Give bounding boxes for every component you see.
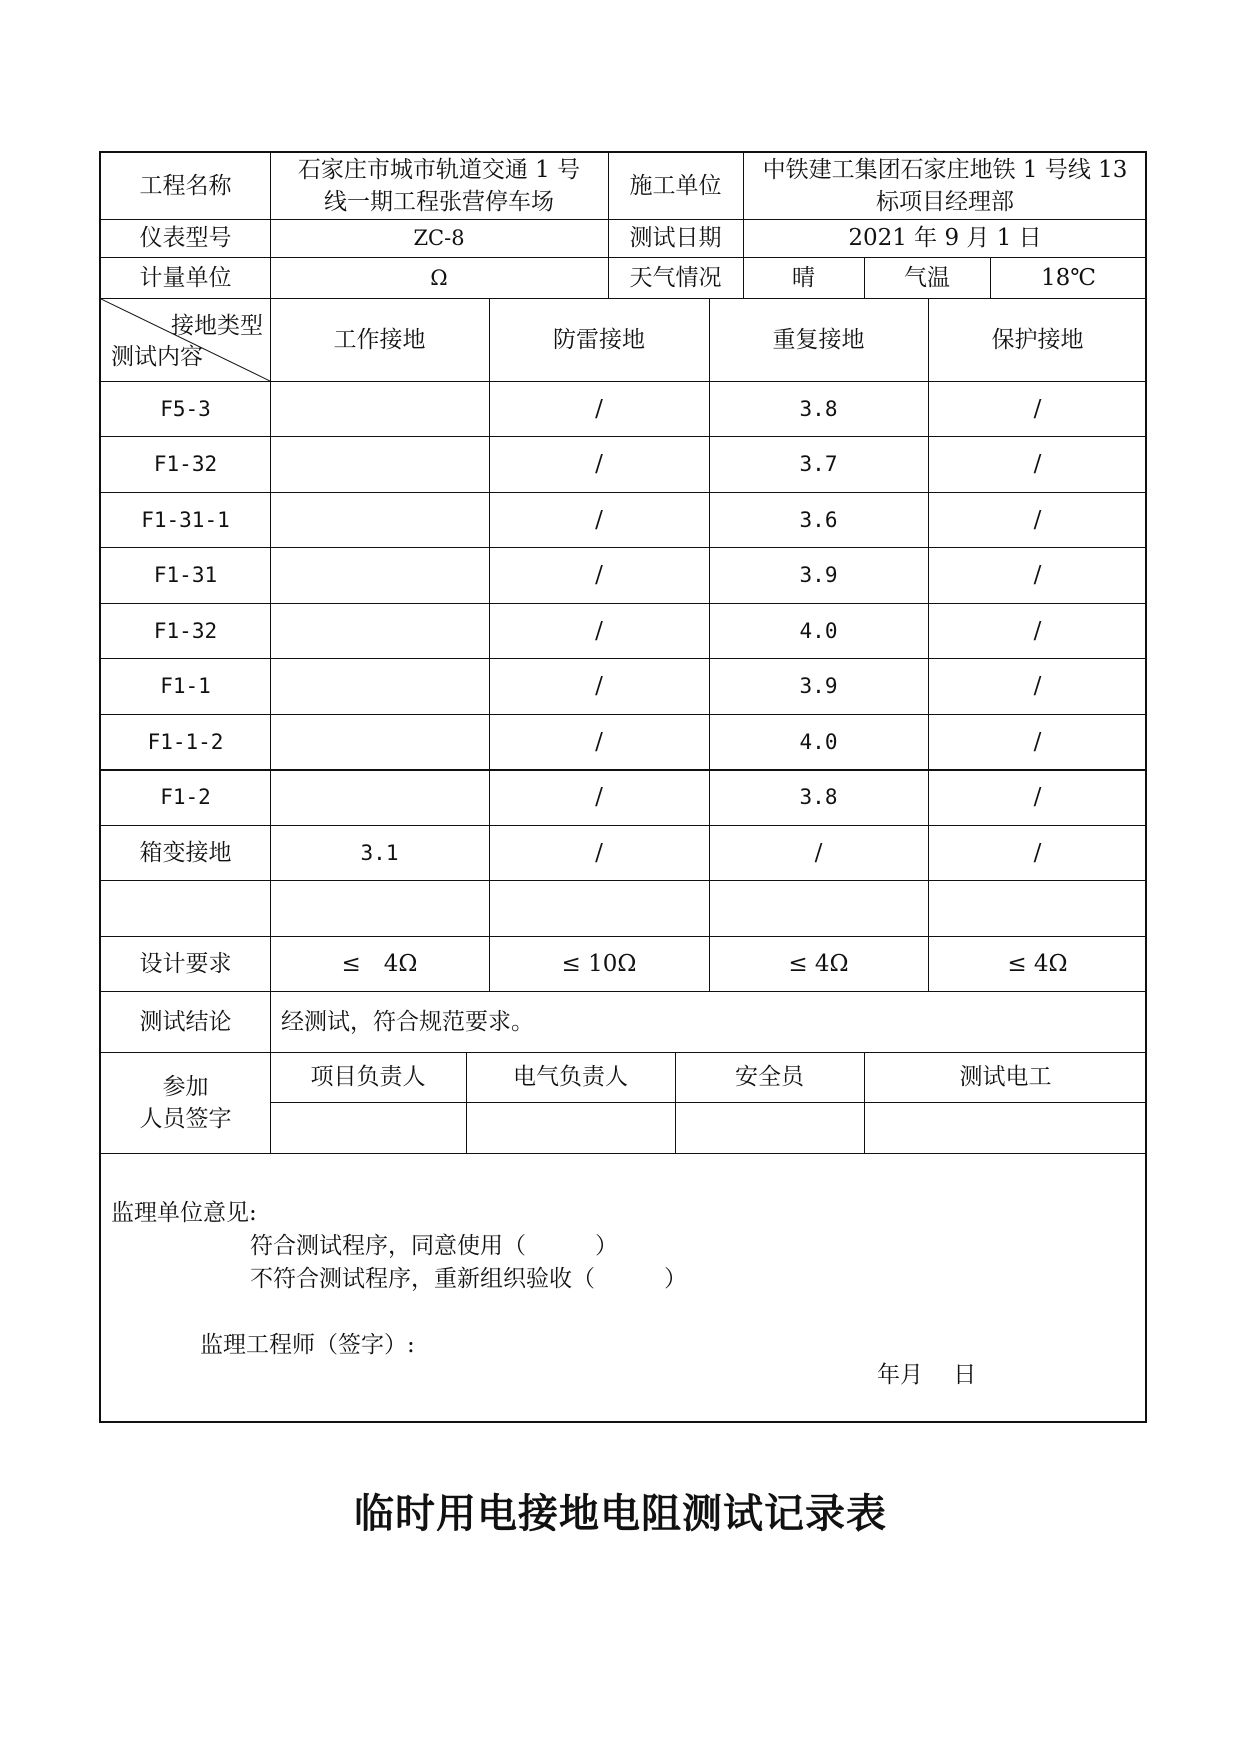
row-value-repeated: 3.8 <box>799 396 838 421</box>
signature-field-electrical-lead[interactable] <box>466 1102 675 1153</box>
row-value-repeated: 3.9 <box>799 563 838 587</box>
test-date-label: 测试日期 <box>629 225 722 251</box>
row-value-protective: / <box>1033 673 1042 699</box>
unit-label: 计量单位 <box>139 264 232 291</box>
row-value-protective: / <box>1033 617 1042 644</box>
design-requirement-protective: ≤ 4Ω <box>1007 950 1068 977</box>
temperature-label: 气温 <box>904 264 950 291</box>
row-value-protective: / <box>1033 451 1042 477</box>
row-value-protective: / <box>1033 839 1042 866</box>
row-label: 箱变接地 <box>139 839 232 866</box>
row-value-working <box>270 436 489 492</box>
row-value-repeated <box>709 880 928 936</box>
row-value-protective: / <box>1033 562 1042 588</box>
test-date-value: 2021 年 9 月 1 日 <box>848 225 1042 251</box>
row-value-lightning: / <box>595 728 603 755</box>
signature-field-safety-officer[interactable] <box>675 1102 864 1153</box>
column-header-protective: 保护接地 <box>991 326 1084 353</box>
row-value-protective: / <box>1033 728 1042 755</box>
temperature-value: 18℃ <box>1041 264 1096 291</box>
conclusion-label: 测试结论 <box>139 1008 232 1035</box>
signature-field-test-electrician[interactable] <box>864 1102 1147 1153</box>
row-value-working <box>270 658 489 714</box>
signature-field-project-lead[interactable] <box>270 1102 466 1153</box>
project-name-line2: 线一期工程张营停车场 <box>324 189 554 215</box>
row-value-working <box>270 381 489 436</box>
signatures-label-line1: 参加 <box>162 1073 209 1100</box>
row-value-lightning: / <box>595 395 603 422</box>
row-value-working <box>270 880 489 936</box>
row-value-repeated: 3.9 <box>799 674 838 698</box>
instrument-value: ZC-8 <box>413 226 465 250</box>
row-value-repeated: 3.6 <box>799 507 838 532</box>
column-header-repeated: 重复接地 <box>772 326 865 353</box>
row-value-protective <box>928 880 1147 936</box>
conclusion-text: 经测试，符合规范要求。 <box>281 1008 534 1035</box>
row-divider <box>101 1153 1147 1154</box>
design-requirement-label: 设计要求 <box>139 950 232 977</box>
row-value-working <box>270 714 489 769</box>
supervision-engineer-signature: 监理工程师（签字）: <box>200 1332 415 1358</box>
signature-role-project-lead: 项目负责人 <box>310 1064 426 1090</box>
design-requirement-lightning: ≤ 10Ω <box>561 950 637 977</box>
row-label: F1-2 <box>160 785 211 809</box>
design-requirement-working: ≤ 4Ω <box>341 950 418 977</box>
project-name-label: 工程名称 <box>139 173 232 199</box>
row-value-lightning: / <box>595 562 603 588</box>
row-label: F1-31 <box>153 563 218 587</box>
row-value-repeated: 3.7 <box>799 452 838 476</box>
column-header-working: 工作接地 <box>333 326 426 353</box>
row-value-lightning: / <box>595 451 603 477</box>
row-label <box>101 880 270 936</box>
signatures-label <box>101 1052 270 1153</box>
row-value-lightning: / <box>595 673 603 699</box>
instrument-label: 仪表型号 <box>139 225 232 251</box>
row-value-lightning: / <box>595 784 603 810</box>
signatures-label-line2: 人员签字 <box>139 1105 232 1132</box>
row-label: F1-31-1 <box>141 507 230 532</box>
row-value-working: 3.1 <box>360 840 399 865</box>
project-name-value <box>270 153 608 219</box>
supervision-date: 年月 日 <box>877 1362 977 1388</box>
row-value-working <box>270 492 489 547</box>
row-value-protective: / <box>1033 506 1042 533</box>
corner-top-label: 接地类型 <box>171 313 263 339</box>
row-value-lightning: / <box>595 839 603 866</box>
weather-value: 晴 <box>792 264 815 291</box>
contractor-line2: 标项目经理部 <box>876 189 1014 215</box>
signature-role-safety-officer: 安全员 <box>735 1064 804 1090</box>
project-name-line1: 石家庄市城市轨道交通 1 号 <box>297 157 581 183</box>
row-value-repeated: / <box>814 839 823 866</box>
row-value-working <box>270 769 489 825</box>
row-value-protective: / <box>1033 784 1042 810</box>
row-label: F1-32 <box>153 452 218 476</box>
signature-role-test-electrician: 测试电工 <box>959 1064 1052 1090</box>
row-value-repeated: 4.0 <box>799 729 838 754</box>
weather-label: 天气情况 <box>629 264 722 291</box>
row-label: F5-3 <box>160 396 211 421</box>
contractor-value <box>743 153 1147 219</box>
contractor-label: 施工单位 <box>629 173 722 199</box>
page-title: 临时用电接地电阻测试记录表 <box>354 1491 887 1537</box>
contractor-line1: 中铁建工集团石家庄地铁 1 号线 13 <box>762 157 1128 183</box>
row-value-working <box>270 603 489 658</box>
unit-value: Ω <box>430 265 448 290</box>
row-label: F1-32 <box>153 618 218 643</box>
signature-role-electrical-lead: 电气负责人 <box>513 1064 628 1090</box>
row-label: F1-1-2 <box>147 729 224 754</box>
design-requirement-repeated: ≤ 4Ω <box>788 950 849 977</box>
row-value-protective: / <box>1033 395 1042 422</box>
supervision-option-approve: 符合测试程序，同意使用（ ） <box>250 1233 618 1259</box>
row-label: F1-1 <box>160 674 211 698</box>
supervision-option-reject: 不符合测试程序，重新组织验收（ ） <box>250 1266 687 1292</box>
column-header-lightning: 防雷接地 <box>553 326 645 353</box>
supervision-heading: 监理单位意见: <box>111 1200 257 1226</box>
row-value-repeated: 4.0 <box>799 618 838 643</box>
record-form <box>99 151 1147 1423</box>
row-value-lightning <box>489 880 709 936</box>
row-value-lightning: / <box>595 506 603 533</box>
corner-bottom-label: 测试内容 <box>111 344 203 370</box>
row-value-working <box>270 547 489 603</box>
row-value-repeated: 3.8 <box>799 785 838 809</box>
row-value-lightning: / <box>595 617 603 644</box>
